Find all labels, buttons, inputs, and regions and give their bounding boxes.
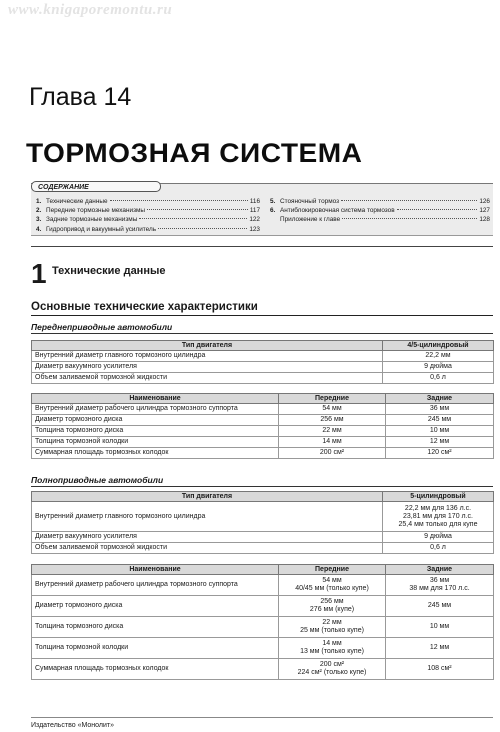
table-cell: Внутренний диаметр рабочего цилиндра тормозного суппорта	[32, 575, 279, 596]
toc-item-number: 2.	[36, 207, 42, 215]
toc-item[interactable]	[270, 197, 490, 206]
table-cell: 200 см² 224 см² (только купе)	[279, 659, 386, 680]
toc-column-left	[36, 197, 260, 234]
awd-brake-table	[31, 564, 494, 680]
table-row	[32, 617, 494, 638]
toc-item-page: 127	[479, 207, 490, 215]
toc-item[interactable]	[36, 197, 260, 206]
table-cell: 14 мм 13 мм (только купе)	[279, 638, 386, 659]
table-cell: Суммарная площадь тормозных колодок	[32, 659, 279, 680]
page-title: ТОРМОЗНАЯ СИСТЕМА	[26, 138, 363, 168]
toc-heading: СОДЕРЖАНИЕ	[31, 181, 161, 192]
toc-item[interactable]	[270, 215, 490, 224]
toc-item-number: 6.	[270, 207, 276, 215]
toc-item-number: 4.	[36, 225, 42, 233]
column-header: Передние	[279, 565, 386, 575]
toc-item-page: 123	[249, 225, 260, 233]
toc-item-title: Технические данные	[46, 198, 108, 205]
table-cell: 0,6 л	[383, 373, 494, 384]
table-cell: Внутренний диаметр рабочего цилиндра тормозного суппорта	[32, 404, 279, 415]
awd-heading: Полноприводные автомобили	[31, 475, 493, 487]
table-cell: Толщина тормозного диска	[32, 617, 279, 638]
section-divider	[31, 246, 493, 247]
table-row	[32, 532, 494, 543]
table-row	[32, 448, 494, 459]
toc-leader-dots	[341, 200, 477, 201]
table-cell: 12 мм	[386, 437, 494, 448]
table-row	[32, 638, 494, 659]
toc-item-number: 5.	[270, 198, 276, 205]
toc-column-right	[270, 197, 490, 225]
table-cell: Толщина тормозного диска	[32, 426, 279, 437]
column-header: Задние	[386, 565, 494, 575]
subheading: Основные технические характеристики	[31, 301, 493, 316]
toc-item[interactable]	[36, 225, 260, 234]
fwd-brake-table	[31, 393, 494, 459]
table-cell: Объем заливаемой тормозной жидкости	[32, 543, 383, 554]
footer-publisher: Издательство «Монолит»	[31, 722, 115, 729]
toc-item-page: 128	[479, 216, 490, 224]
table-cell: 22,2 мм	[383, 351, 494, 362]
table-header-row	[32, 341, 494, 351]
table-cell: 22 мм	[279, 426, 386, 437]
table-row	[32, 351, 494, 362]
toc-leader-dots	[110, 200, 248, 201]
watermark: www.knigaporemontu.ru	[8, 2, 173, 18]
table-cell: 0,6 л	[383, 543, 494, 554]
column-header: 4/5-цилиндровый	[383, 341, 494, 351]
table-cell: 10 мм	[386, 426, 494, 437]
table-cell: 256 мм 276 мм (купе)	[279, 596, 386, 617]
column-header: Тип двигателя	[32, 492, 383, 502]
table-cell: Внутренний диаметр главного тормозного цилиндра	[32, 351, 383, 362]
toc-item-page: 117	[249, 207, 260, 215]
table-cell: Диаметр вакуумного усилителя	[32, 362, 383, 373]
column-header: Передние	[279, 394, 386, 404]
table-cell: 245 мм	[386, 596, 494, 617]
table-row	[32, 426, 494, 437]
toc-leader-dots	[158, 228, 247, 229]
table-row	[32, 659, 494, 680]
column-header: Тип двигателя	[32, 341, 383, 351]
toc-leader-dots	[342, 218, 477, 219]
table-cell: 256 мм	[279, 415, 386, 426]
table-cell: Диаметр вакуумного усилителя	[32, 532, 383, 543]
column-header: 5-цилиндровый	[383, 492, 494, 502]
toc-item[interactable]	[270, 206, 490, 215]
table-cell: Внутренний диаметр главного тормозного цилиндра	[32, 502, 383, 532]
column-header: Наименование	[32, 394, 279, 404]
toc-item-title: Антиблокировочная система тормозов	[280, 207, 395, 215]
table-row	[32, 596, 494, 617]
table-cell: 9 дюйма	[383, 532, 494, 543]
table-cell: 120 см²	[386, 448, 494, 459]
table-row	[32, 575, 494, 596]
table-cell: 108 см²	[386, 659, 494, 680]
column-header: Наименование	[32, 565, 279, 575]
toc-item-title: Задние тормозные механизмы	[46, 216, 138, 224]
table-cell: Объем заливаемой тормозной жидкости	[32, 373, 383, 384]
column-header: Задние	[386, 394, 494, 404]
toc-item-title: Передние тормозные механизмы	[46, 207, 145, 215]
table-row	[32, 373, 494, 384]
toc-item-number: 3.	[36, 216, 42, 224]
table-cell: 22 мм 25 мм (только купе)	[279, 617, 386, 638]
table-cell: 36 мм	[386, 404, 494, 415]
table-of-contents	[31, 183, 493, 236]
toc-leader-dots	[139, 218, 247, 219]
table-cell: 12 мм	[386, 638, 494, 659]
toc-item-title: Гидропривод и вакуумный усилитель	[46, 225, 157, 233]
table-header-row	[32, 565, 494, 575]
toc-leader-dots	[397, 209, 478, 210]
toc-item-page: 122	[249, 216, 260, 224]
table-cell: Толщина тормозной колодки	[32, 437, 279, 448]
table-cell: 10 мм	[386, 617, 494, 638]
table-cell: Толщина тормозной колодки	[32, 638, 279, 659]
fwd-engine-table	[31, 340, 494, 384]
table-row	[32, 437, 494, 448]
table-row	[32, 502, 494, 532]
toc-item-number: 1.	[36, 198, 42, 205]
table-cell: 14 мм	[279, 437, 386, 448]
table-header-row	[32, 394, 494, 404]
footer-divider	[31, 717, 493, 718]
table-header-row	[32, 492, 494, 502]
toc-item-page: 126	[479, 198, 490, 205]
table-cell: 54 мм 40/45 мм (только купе)	[279, 575, 386, 596]
toc-item-page: 116	[249, 198, 260, 205]
toc-leader-dots	[147, 209, 248, 210]
section-number: 1	[31, 258, 47, 289]
table-row	[32, 362, 494, 373]
section-title: Технические данные	[52, 265, 166, 277]
table-row	[32, 404, 494, 415]
table-row	[32, 415, 494, 426]
fwd-heading: Переднеприводные автомобили	[31, 322, 493, 334]
table-cell: 245 мм	[386, 415, 494, 426]
table-cell: 22,2 мм для 136 л.с. 23,81 мм для 170 л.с. 25,4 мм только для купе	[383, 502, 494, 532]
toc-item[interactable]	[36, 206, 260, 215]
table-cell: 54 мм	[279, 404, 386, 415]
toc-item[interactable]	[36, 215, 260, 224]
table-cell: Диаметр тормозного диска	[32, 415, 279, 426]
chapter-label: Глава 14	[29, 83, 132, 111]
table-cell: 9 дюйма	[383, 362, 494, 373]
table-cell: Диаметр тормозного диска	[32, 596, 279, 617]
awd-engine-table	[31, 491, 494, 554]
table-cell: 200 см²	[279, 448, 386, 459]
toc-item-title: Стояночный тормоз	[280, 198, 339, 205]
table-row	[32, 543, 494, 554]
toc-item-title: Приложение к главе	[280, 216, 341, 224]
table-cell: 36 мм 38 мм для 170 л.с.	[386, 575, 494, 596]
table-cell: Суммарная площадь тормозных колодок	[32, 448, 279, 459]
